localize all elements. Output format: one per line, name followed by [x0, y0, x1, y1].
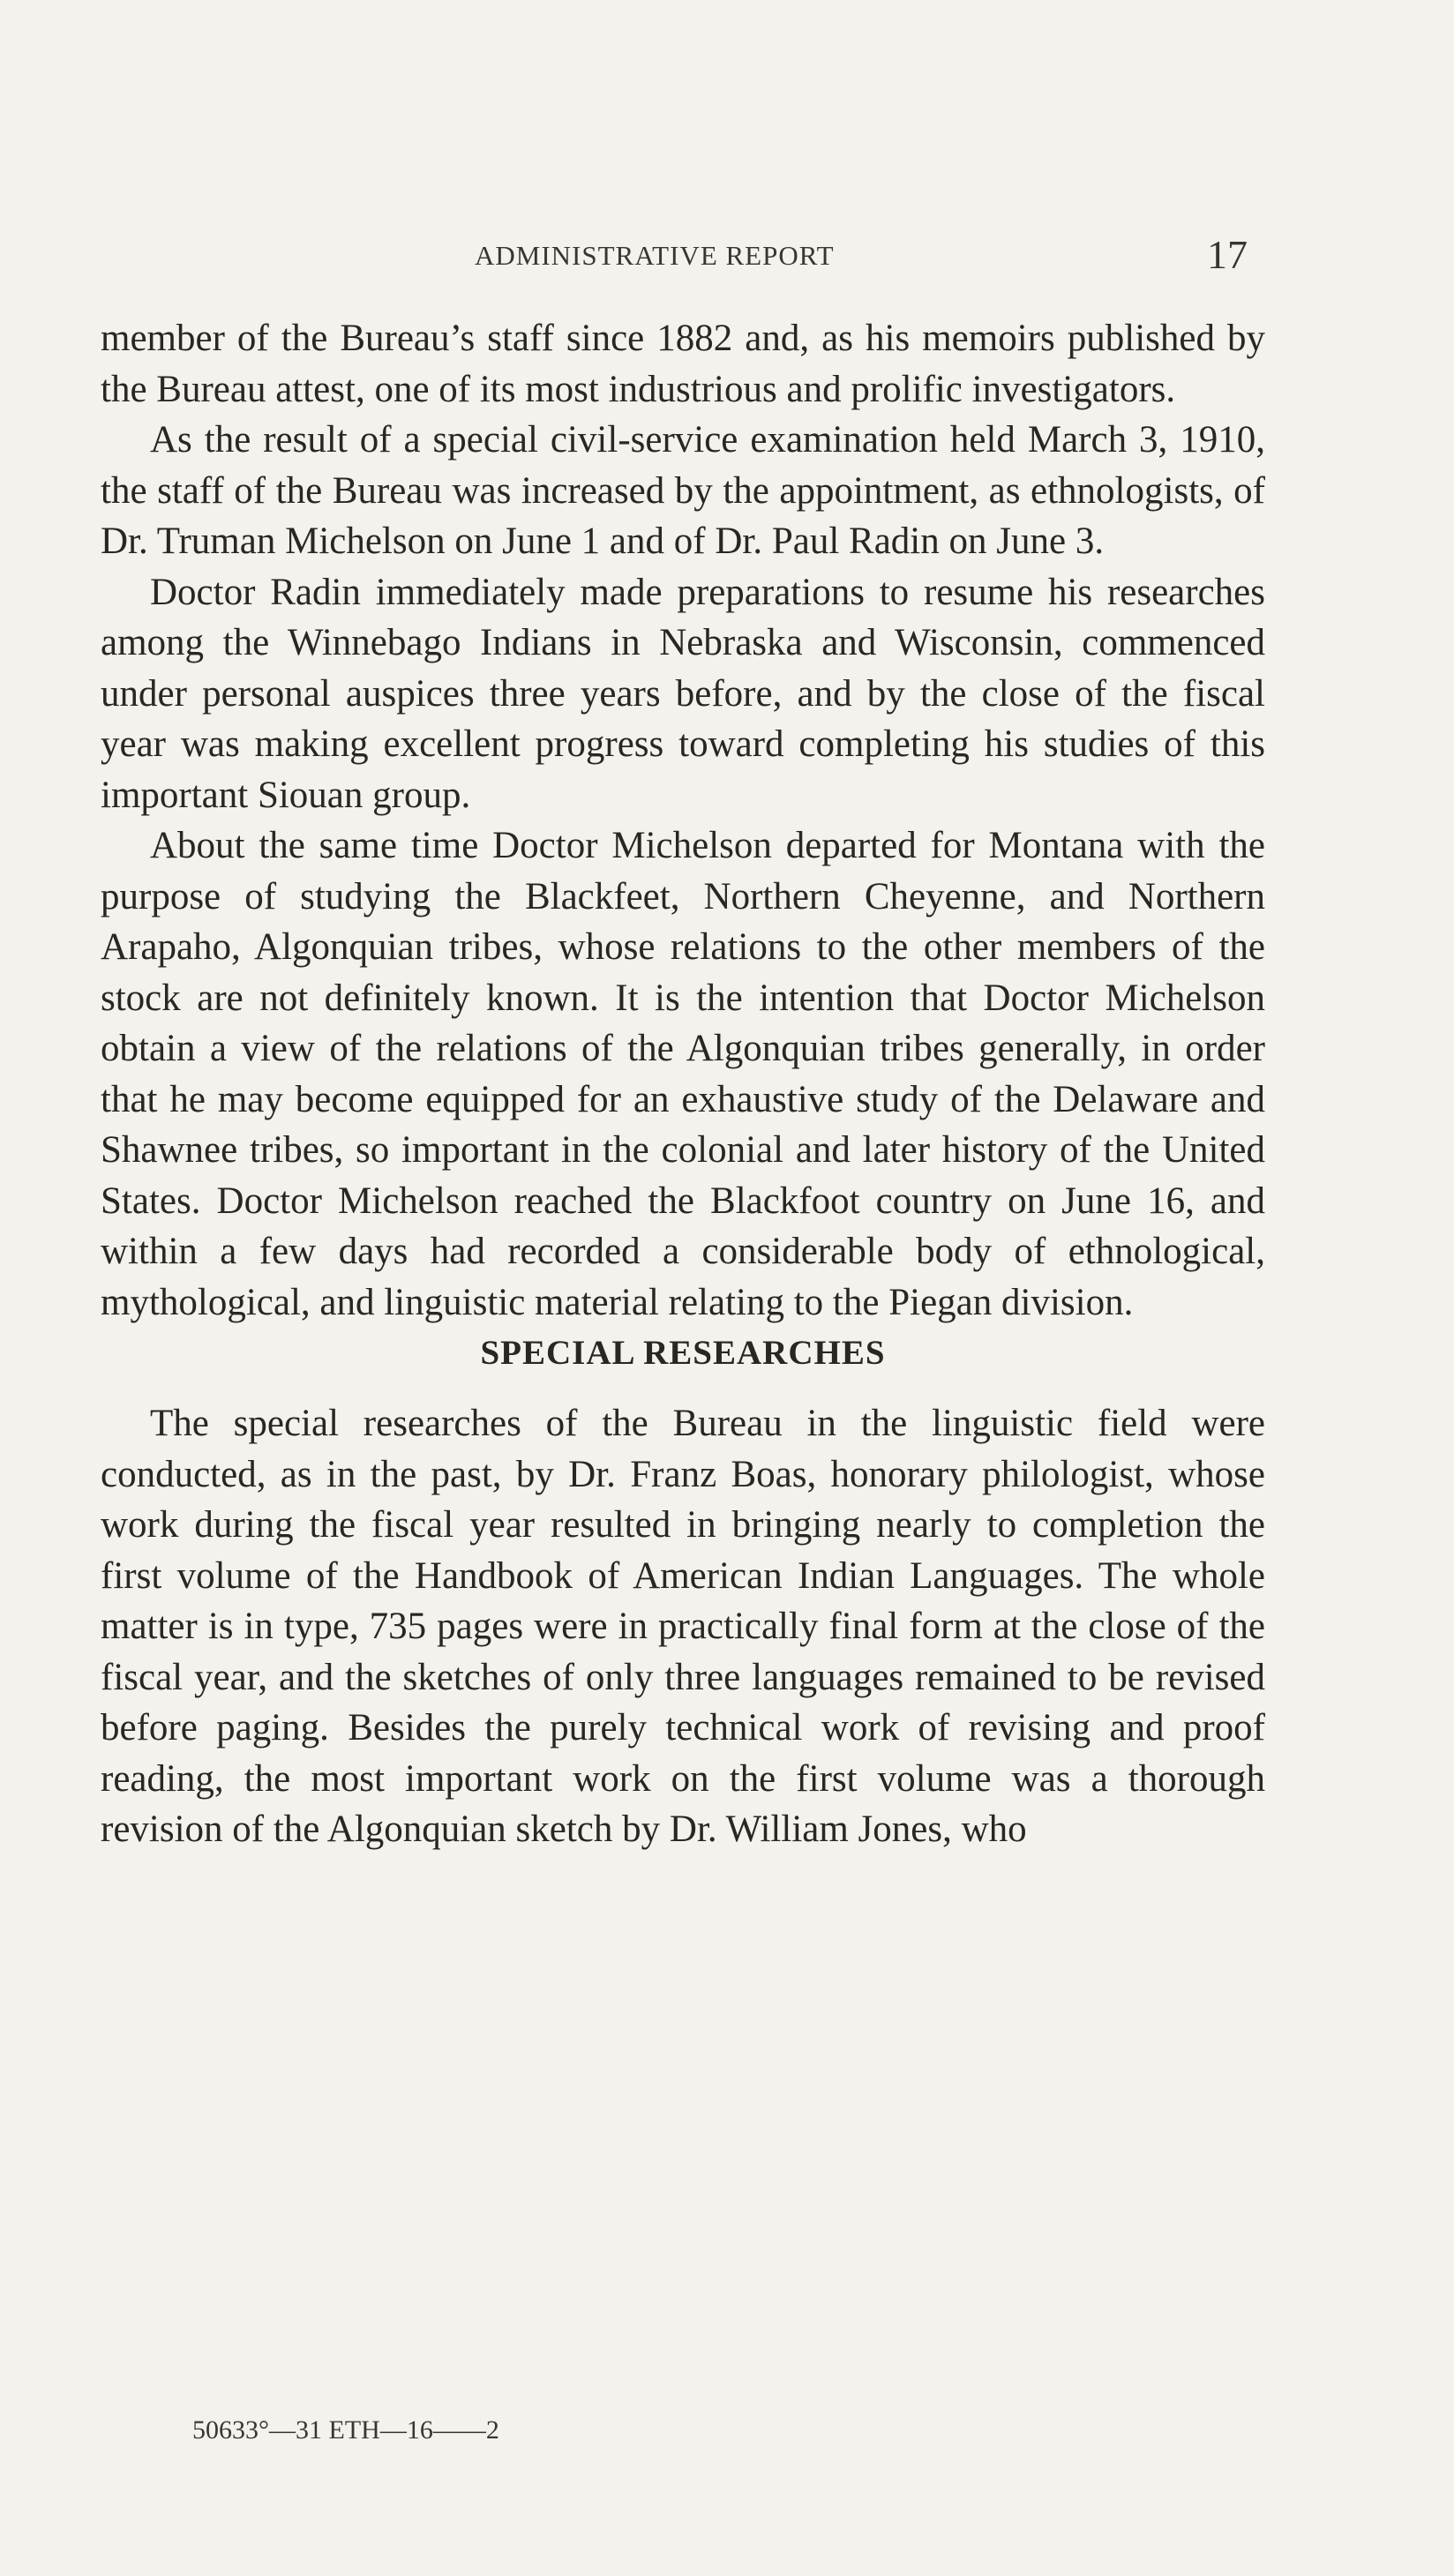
page-number: 17 — [1207, 232, 1248, 277]
paragraph: About the same time Doctor Michelson departed for Montana with the purpose of studying the Blackfeet, Northern Cheyenne, and Northern Arapaho, Algonquian tribes, whose relations to the other members of the stock are not definitely known. It is the intention that Doctor Michelson obtain a view of the relations of the Algonquian tribes generally, in order that he may become equipped for an exhaustive study of the Delaware and Shawnee tribes, so important in the colonial and later history of the United States. Doctor Michelson reached the Blackfoot country on June 16, and within a few days had recorded a considerable body of ethnological, mythological, and linguistic material relating to the Piegan division. — [101, 825, 1265, 1323]
printer-signature-mark: 50633°—31 ETH—16——2 — [192, 2415, 499, 2445]
paragraph: The special researches of the Bureau in the linguistic field were conducted, as in the past, by Dr. Franz Boas, honorary philologist, whose work during the fiscal year resulted in bringing nearly to completion the first volume of the Handbook of American Indian Languages. The whole matter is in type, 735 pages were in practically final form at the close of the fiscal year, and the sketches of only three languages remained to be revised before paging. Besides the purely technical work of revising and proof reading, the most important work on the first volume was a thorough revision of the Algonquian sketch by Dr. William Jones, who — [101, 1403, 1265, 1850]
body-text — [101, 313, 1265, 1855]
section-heading: SPECIAL RESEARCHES — [480, 1334, 886, 1372]
paragraph: member of the Bureau’s staff since 1882 and, as his memoirs published by the Bureau attest, one of its most industrious and prolific investigators. — [101, 318, 1265, 410]
paragraph: Doctor Radin immediately made preparations to resume his researches among the Winnebago Indians in Nebraska and Wisconsin, commenced under personal auspices three years before, and by the close of the fiscal year was making excellent progress toward completing his studies of this important Siouan group. — [101, 571, 1265, 816]
running-head: ADMINISTRATIVE REPORT — [475, 240, 835, 271]
paragraph: As the result of a special civil-service examination held March 3, 1910, the staff of the Bureau was increased by the appointment, as ethnologists, of Dr. Truman Michelson on June 1 and of Dr. Paul Radin on June 3. — [101, 419, 1265, 562]
